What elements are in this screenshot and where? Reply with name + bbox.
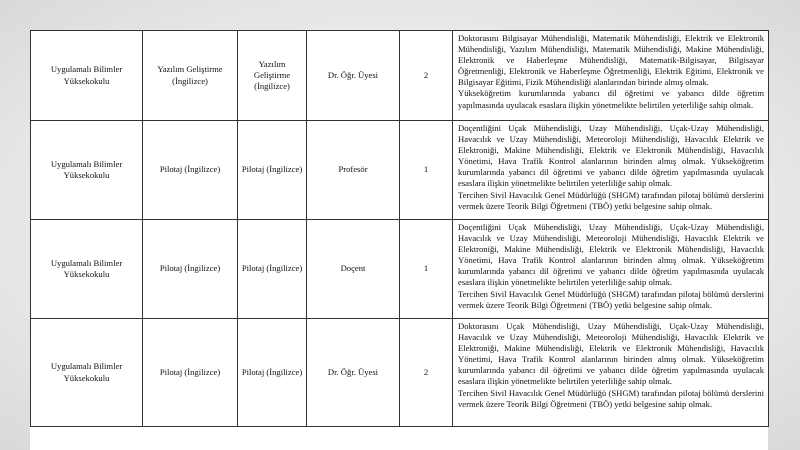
document-page [30,30,768,450]
unit-cell: Uygulamalı Bilimler Yüksekokulu [31,121,143,220]
unit-cell: Uygulamalı Bilimler Yüksekokulu [31,319,143,427]
department-cell: Pilotaj (İngilizce) [143,220,238,319]
table-row [31,121,769,220]
requirement-text: Doçentliğini Uçak Mühendisliği, Uzay Mühendisliği, Uçak-Uzay Mühendisliği, Havacılık ve Uzay Mühendisliği, Meteoroloji Mühendisliği, Havacılık Elektrik ve Elektroniği, Makine Mühendisliği, Elektrik ve Elektronik Mühendisliği, Havacılık Yönetimi, Hava Trafik Kontrol alanlarının birinden almış olmak. Yükseköğretim kurumlarında yabancı dil öğretimi ve yabancı dilde öğretim yapılmasında uyulacak esaslara ilişkin yönetmelikte belirtilen yeterliliğe sahip olmak. [458,222,764,288]
requirements-cell [453,220,769,319]
count-cell: 1 [400,121,453,220]
title-cell: Dr. Öğr. Üyesi [307,31,400,121]
title-cell: Dr. Öğr. Üyesi [307,319,400,427]
count-cell: 2 [400,319,453,427]
department-cell: Pilotaj (İngilizce) [143,121,238,220]
table-row [31,31,769,121]
positions-table [30,30,769,427]
requirements-cell [453,121,769,220]
requirement-text: Tercihen Sivil Havacılık Genel Müdürlüğü (SHGM) tarafından pilotaj bölümü derslerini vermek üzere Teorik Bilgi Öğretmeni (TBÖ) yetki belgesine sahip olmak. [458,387,764,409]
count-cell: 2 [400,31,453,121]
requirement-text: Tercihen Sivil Havacılık Genel Müdürlüğü (SHGM) tarafından pilotaj bölümü derslerini vermek üzere Teorik Bilgi Öğretmeni (TBÖ) yetki belgesine sahip olmak. [458,189,764,211]
program-cell: Pilotaj (İngilizce) [238,121,307,220]
requirements-cell [453,31,769,121]
unit-cell: Uygulamalı Bilimler Yüksekokulu [31,31,143,121]
department-cell: Pilotaj (İngilizce) [143,319,238,427]
program-cell: Yazılım Geliştirme (İngilizce) [238,31,307,121]
title-cell: Doçent [307,220,400,319]
requirement-text: Yükseköğretim kurumlarında yabancı dil öğretimi ve yabancı dilde öğretim yapılmasında uyulacak esaslara ilişkin yönetmelikte belirtilen yeterliliğe sahip olmak. [458,88,764,110]
title-cell: Profesör [307,121,400,220]
program-cell: Pilotaj (İngilizce) [238,220,307,319]
requirements-cell [453,319,769,427]
unit-cell: Uygulamalı Bilimler Yüksekokulu [31,220,143,319]
requirement-text: Doktorasını Bilgisayar Mühendisliği, Matematik Mühendisliği, Elektrik ve Elektronik Mühendisliği, Yazılım Mühendisliği, Matematik Mühendisliği, Makine Mühendisliği, Elektronik ve Haberleşme Mühendisliği, Matematik-Bilgisayar, Bilgisayar Öğretmenliği, Elektronik ve Haberleşme Öğretmenliği, Elektrik Eğitimi, Elektronik ve Bilgisayar Eğitimi, Fizik Mühendisliği alanlarından birinde almış olmak. [458,33,764,88]
table-row [31,319,769,427]
count-cell: 1 [400,220,453,319]
requirement-text: Tercihen Sivil Havacılık Genel Müdürlüğü (SHGM) tarafından pilotaj bölümü derslerini vermek üzere Teorik Bilgi Öğretmeni (TBÖ) yetki belgesine sahip olmak. [458,288,764,310]
table-row [31,220,769,319]
requirement-text: Doçentliğini Uçak Mühendisliği, Uzay Mühendisliği, Uçak-Uzay Mühendisliği, Havacılık ve Uzay Mühendisliği, Meteoroloji Mühendisliği, Havacılık Elektrik ve Elektroniği, Makine Mühendisliği, Elektrik ve Elektronik Mühendisliği, Havacılık Yönetimi, Hava Trafik Kontrol alanlarının birinden almış olmak. Yükseköğretim kurumlarında yabancı dil öğretimi ve yabancı dilde öğretim yapılmasında uyulacak esaslara ilişkin yönetmelikte belirtilen yeterliliğe sahip olmak. [458,123,764,189]
department-cell: Yazılım Geliştirme (İngilizce) [143,31,238,121]
requirement-text: Doktorasını Uçak Mühendisliği, Uzay Mühendisliği, Uçak-Uzay Mühendisliği, Havacılık ve Uzay Mühendisliği, Meteoroloji Mühendisliği, Havacılık Elektrik ve Elektroniği, Makine Mühendisliği, Elektrik ve Elektronik Mühendisliği, Havacılık Yönetimi, Hava Trafik Kontrol alanlarının birinden almış olmak. Yükseköğretim kurumlarında yabancı dil öğretimi ve yabancı dilde öğretim yapılmasında uyulacak esaslara ilişkin yönetmelikte belirtilen yeterliliğe sahip olmak. [458,321,764,387]
program-cell: Pilotaj (İngilizce) [238,319,307,427]
